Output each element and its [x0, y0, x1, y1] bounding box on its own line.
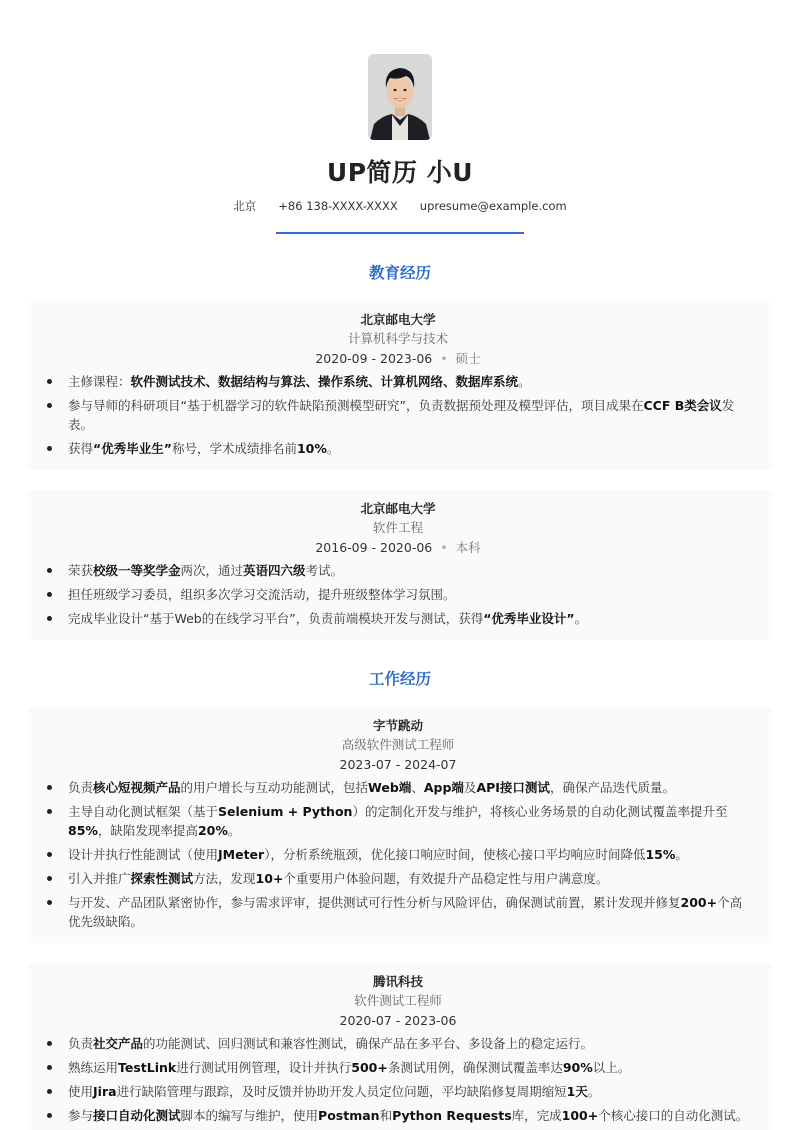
bullet-item: 使用Jira进行缺陷管理与跟踪，及时反馈并协助开发人员定位问题，平均缺陷修复周期缩短1天。: [44, 1082, 752, 1101]
education-card: [28, 301, 772, 470]
work-bullets: [44, 1034, 752, 1125]
bullet-item: 与开发、产品团队紧密协作，参与需求评审，提供测试可行性分析与风险评估，确保测试前置，累计发现并修复200+个高优先级缺陷。: [44, 893, 752, 931]
bullet-item: 负责社交产品的功能测试、回归测试和兼容性测试，确保产品在多平台、多设备上的稳定运行。: [44, 1034, 752, 1053]
company-name: 字节跳动: [372, 718, 423, 733]
separator-dot: •: [440, 540, 448, 555]
profile-photo: [368, 54, 432, 140]
education-card: [28, 490, 772, 640]
bullet-item: 担任班级学习委员，组织多次学习交流活动，提升班级整体学习氛围。: [44, 585, 752, 604]
bullet-item: 荣获校级一等奖学金两次，通过英语四六级考试。: [44, 561, 752, 580]
degree: 本科: [455, 540, 481, 555]
job-title: 高级软件测试工程师: [341, 737, 455, 752]
contact-city: 北京: [233, 199, 257, 213]
degree: 硕士: [455, 351, 481, 366]
education-section-title: 教育经历: [368, 264, 431, 282]
work-card-header: [44, 717, 752, 775]
education-card-header: [44, 311, 752, 369]
bullet-item: 参与导师的科研项目“基于机器学习的软件缺陷预测模型研究”，负责数据预处理及模型评估，项目成果在CCF B类会议发表。: [44, 396, 752, 434]
education-dates: [44, 537, 752, 558]
work-section: [0, 668, 800, 1130]
bullet-item: 设计并执行性能测试（使用JMeter），分析系统瓶颈，优化接口响应时间，使核心接口平均响应时间降低15%。: [44, 845, 752, 864]
major: 计算机科学与技术: [347, 331, 448, 346]
bullet-item: 主修课程：软件测试技术、数据结构与算法、操作系统、计算机网络、数据库系统。: [44, 372, 752, 391]
company-name: 腾讯科技: [372, 974, 423, 989]
major: 软件工程: [372, 520, 423, 535]
header-divider: [276, 232, 524, 234]
work-dates: 2020-07 - 2023-06: [339, 1013, 457, 1028]
work-card: [28, 707, 772, 943]
work-card-header: [44, 973, 752, 1031]
job-title: 软件测试工程师: [354, 993, 442, 1008]
education-bullets: [44, 561, 752, 628]
bullet-item: 获得“优秀毕业生”称号，学术成绩排名前10%。: [44, 439, 752, 458]
education-section: [0, 262, 800, 640]
contact-info: [0, 197, 800, 215]
person-portrait-icon: [368, 54, 432, 140]
education-dates: [44, 348, 752, 369]
bullet-item: 负责核心短视频产品的用户增长与互动功能测试，包括Web端、App端及API接口测试，确保产品迭代质量。: [44, 778, 752, 797]
school-name: 北京邮电大学: [360, 312, 436, 327]
work-dates: 2023-07 - 2024-07: [339, 757, 457, 772]
separator-dot: •: [440, 351, 448, 366]
work-section-title: 工作经历: [368, 670, 431, 688]
bullet-item: 引入并推广探索性测试方法，发现10+个重要用户体验问题，有效提升产品稳定性与用户满意度。: [44, 869, 752, 888]
date-range: 2016-09 - 2020-06: [315, 540, 433, 555]
contact-phone: +86 138-XXXX-XXXX: [278, 199, 398, 213]
work-card: [28, 963, 772, 1130]
work-bullets: [44, 778, 752, 931]
candidate-name: UP简历 小U: [326, 158, 474, 187]
education-bullets: [44, 372, 752, 458]
education-card-header: [44, 500, 752, 558]
bullet-item: 参与接口自动化测试脚本的编写与维护，使用Postman和Python Requests库，完成100+个核心接口的自动化测试。: [44, 1106, 752, 1125]
bullet-item: 熟练运用TestLink进行测试用例管理，设计并执行500+条测试用例，确保测试覆盖率达90%以上。: [44, 1058, 752, 1077]
bullet-item: 主导自动化测试框架（基于Selenium + Python）的定制化开发与维护，将核心业务场景的自动化测试覆盖率提升至85%，缺陷发现率提高20%。: [44, 802, 752, 840]
school-name: 北京邮电大学: [360, 501, 436, 516]
resume-header: [0, 54, 800, 234]
contact-email: upresume@example.com: [419, 199, 567, 213]
bullet-item: 完成毕业设计“基于Web的在线学习平台”，负责前端模块开发与测试，获得“优秀毕业设计”。: [44, 609, 752, 628]
date-range: 2020-09 - 2023-06: [315, 351, 433, 366]
